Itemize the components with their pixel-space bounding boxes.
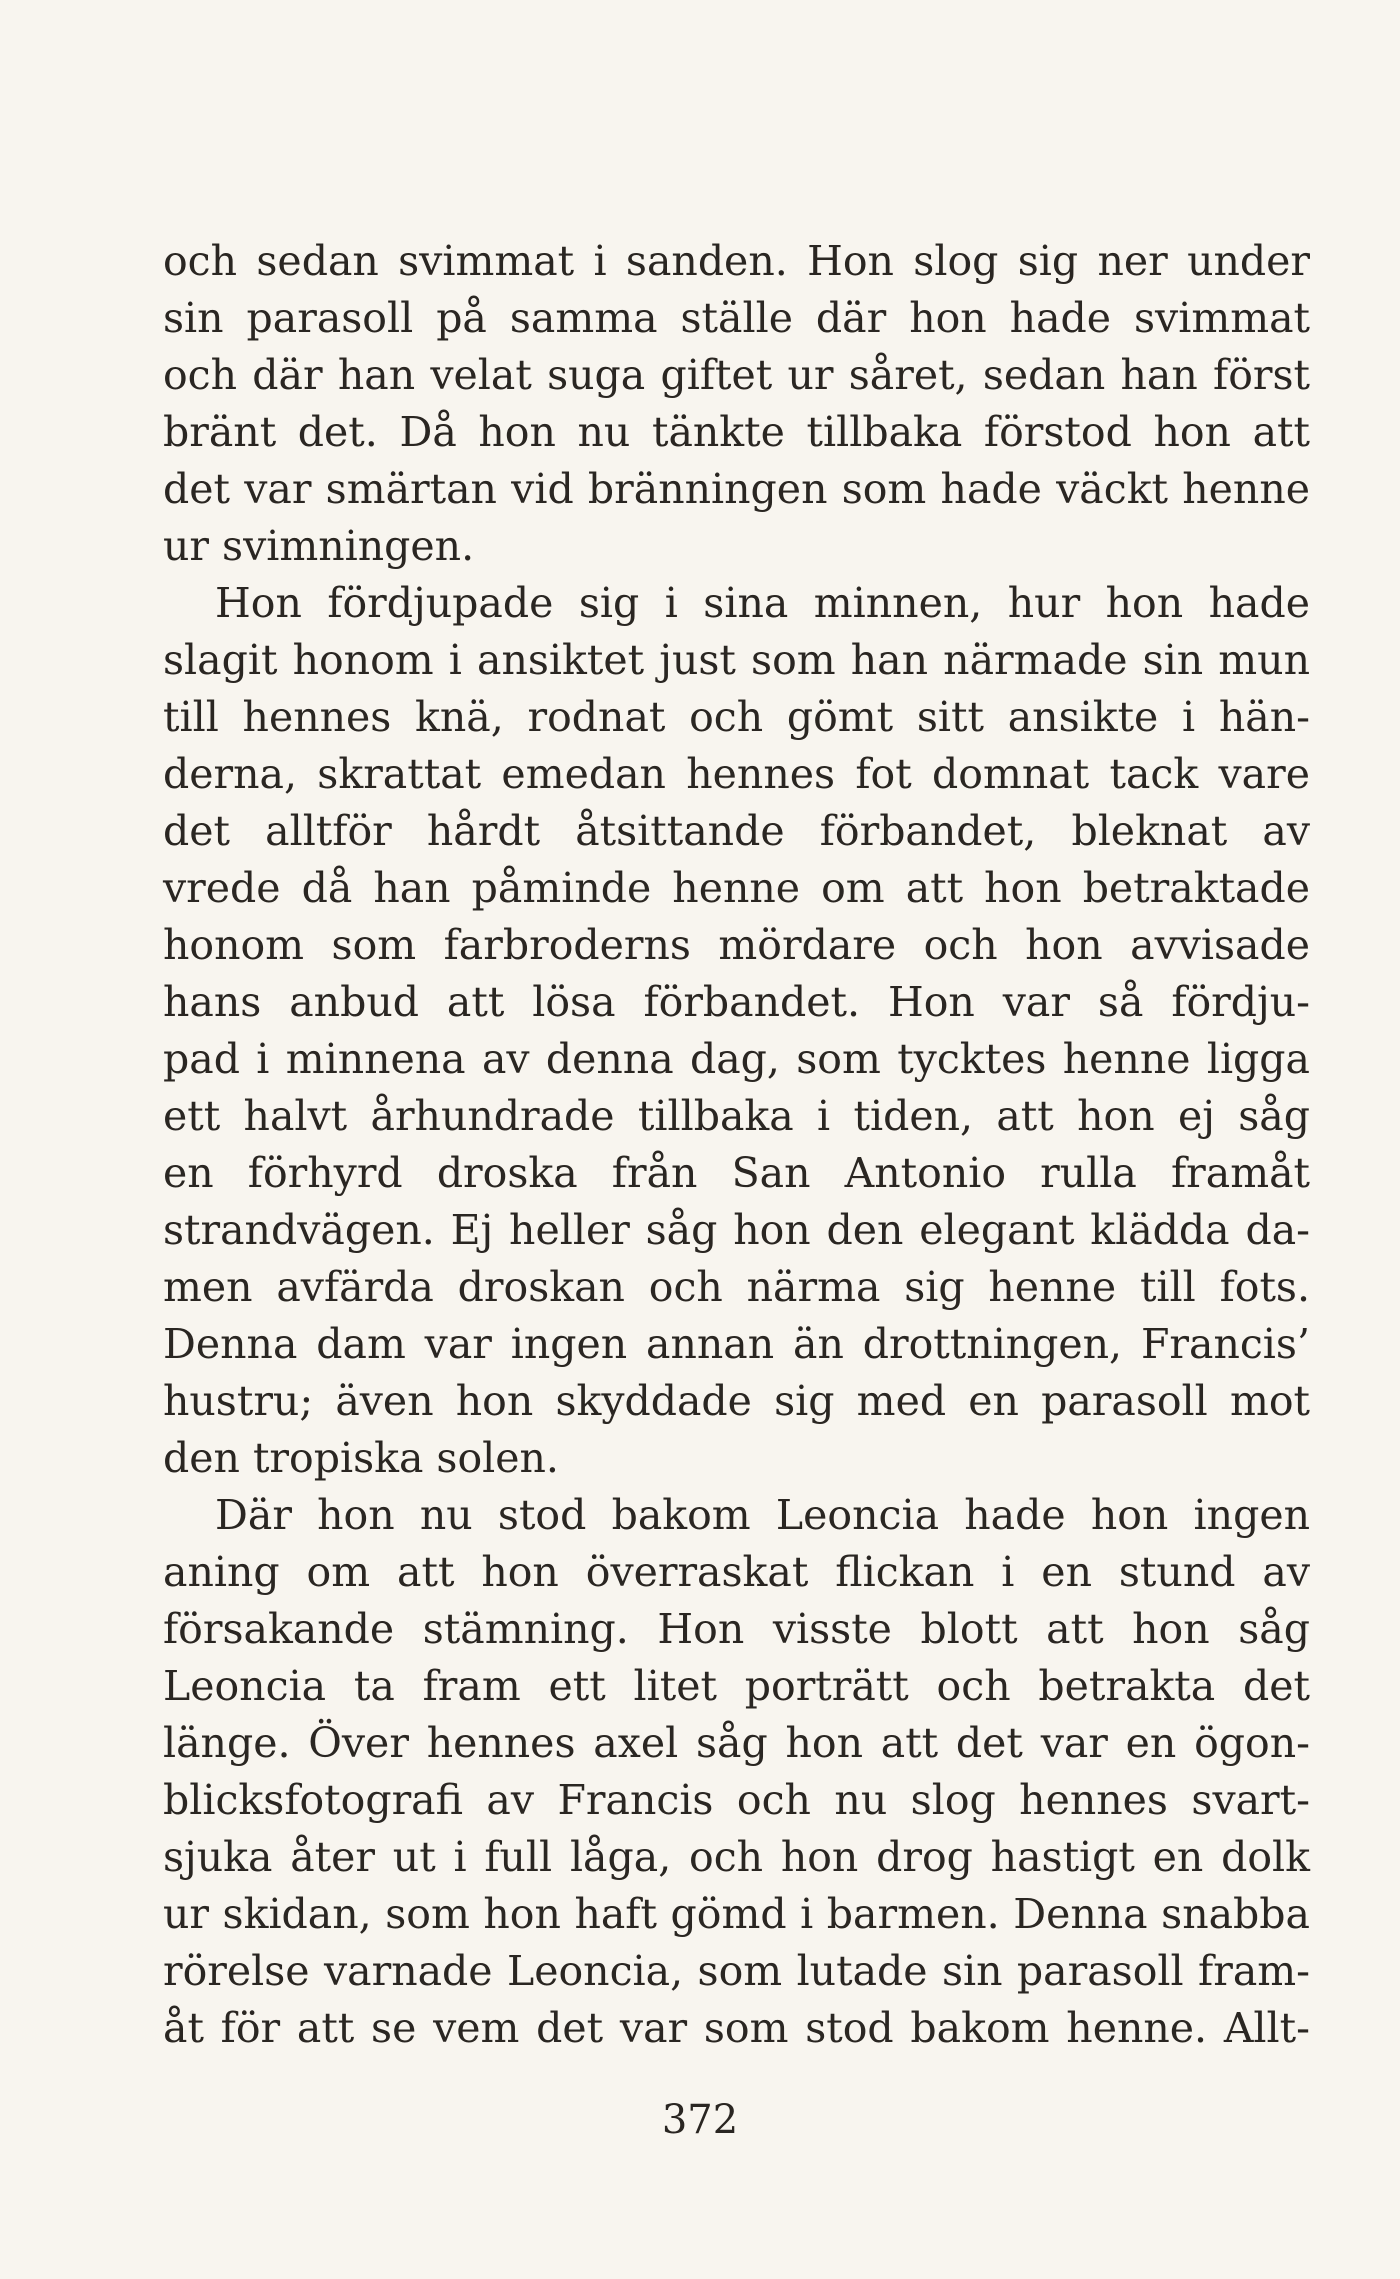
text-line: rörelse varnade Leoncia, som lutade sin parasoll fram-	[163, 1947, 1310, 1995]
text-line: aning om att hon överraskat flickan i en stund av	[163, 1548, 1310, 1596]
paragraph-start-line: Där hon nu stod bakom Leoncia hade hon ingen	[215, 1491, 1310, 1539]
text-line: det alltför hårdt åtsittande förbandet, bleknat av	[163, 807, 1310, 855]
text-line: ur svimningen.	[163, 522, 475, 570]
text-line: och sedan svimmat i sanden. Hon slog sig ner under	[163, 237, 1310, 285]
body-text	[163, 233, 1310, 2057]
text-line: sin parasoll på samma ställe där hon hade svimmat	[163, 294, 1310, 342]
paragraph-start-line: Hon fördjupade sig i sina minnen, hur hon hade	[215, 579, 1310, 627]
text-line: hans anbud att lösa förbandet. Hon var så fördju-	[163, 978, 1310, 1026]
text-line: det var smärtan vid bränningen som hade väckt henne	[163, 465, 1310, 513]
text-line: åt för att se vem det var som stod bakom henne. Allt-	[163, 2004, 1310, 2052]
text-line: försakande stämning. Hon visste blott att hon såg	[163, 1605, 1310, 1653]
text-line: Denna dam var ingen annan än drottningen, Francis’	[163, 1320, 1310, 1368]
text-line: och där han velat suga giftet ur såret, sedan han först	[163, 351, 1310, 399]
text-line: ett halvt århundrade tillbaka i tiden, att hon ej såg	[163, 1092, 1310, 1140]
text-line: derna, skrattat emedan hennes fot domnat tack vare	[163, 750, 1310, 798]
text-line: slagit honom i ansiktet just som han närmade sin mun	[163, 636, 1310, 684]
text-line: blicksfotografi av Francis och nu slog hennes svart-	[163, 1776, 1310, 1824]
text-line: bränt det. Då hon nu tänkte tillbaka förstod hon att	[163, 408, 1310, 456]
text-line: vrede då han påminde henne om att hon betraktade	[163, 864, 1310, 912]
text-line: ur skidan, som hon haft gömd i barmen. Denna snabba	[163, 1890, 1310, 1938]
text-line: till hennes knä, rodnat och gömt sitt ansikte i hän-	[163, 693, 1310, 741]
text-line: hustru; även hon skyddade sig med en parasoll mot	[163, 1377, 1310, 1425]
text-line: den tropiska solen.	[163, 1434, 559, 1482]
text-line: honom som farbroderns mördare och hon avvisade	[163, 921, 1310, 969]
text-line: men avfärda droskan och närma sig henne till fots.	[163, 1263, 1310, 1311]
page-number: 372	[661, 2097, 739, 2143]
text-line: sjuka åter ut i full låga, och hon drog hastigt en dolk	[163, 1833, 1310, 1881]
text-line: strandvägen. Ej heller såg hon den elegant klädda da-	[163, 1206, 1310, 1254]
text-line: Leoncia ta fram ett litet porträtt och betrakta det	[163, 1662, 1310, 1710]
text-line: en förhyrd droska från San Antonio rulla framåt	[163, 1149, 1310, 1197]
text-line: länge. Över hennes axel såg hon att det var en ögon-	[163, 1719, 1310, 1767]
text-line: pad i minnena av denna dag, som tycktes henne ligga	[163, 1035, 1310, 1083]
